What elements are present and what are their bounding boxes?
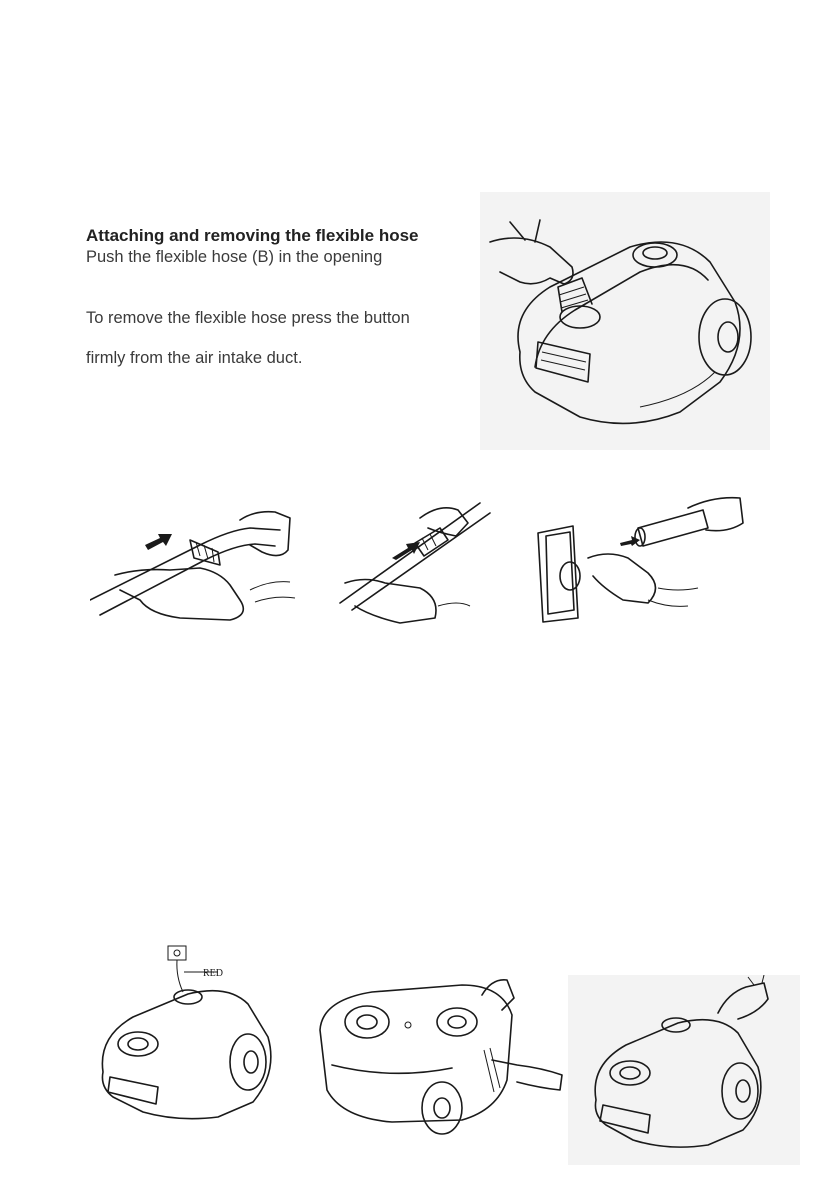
- instruction-line-1: Push the flexible hose (B) in the opening: [86, 248, 383, 266]
- wire-color-label: RED: [203, 968, 223, 979]
- instruction-text-block: [86, 226, 466, 367]
- section-heading: Attaching and removing the flexible hose: [86, 226, 419, 245]
- wand-step-3-illustration: [528, 488, 748, 628]
- hose-attach-illustration: [480, 192, 770, 450]
- instruction-line-3: firmly from the air intake duct.: [86, 349, 303, 367]
- vacuum-side-illustration: [312, 970, 572, 1150]
- instruction-line-2: To remove the flexible hose press the button: [86, 309, 410, 327]
- vacuum-button-illustration: [568, 975, 800, 1165]
- vacuum-cord-illustration: [88, 942, 288, 1122]
- wand-step-2-illustration: [330, 488, 500, 628]
- wand-step-1-illustration: [90, 490, 300, 625]
